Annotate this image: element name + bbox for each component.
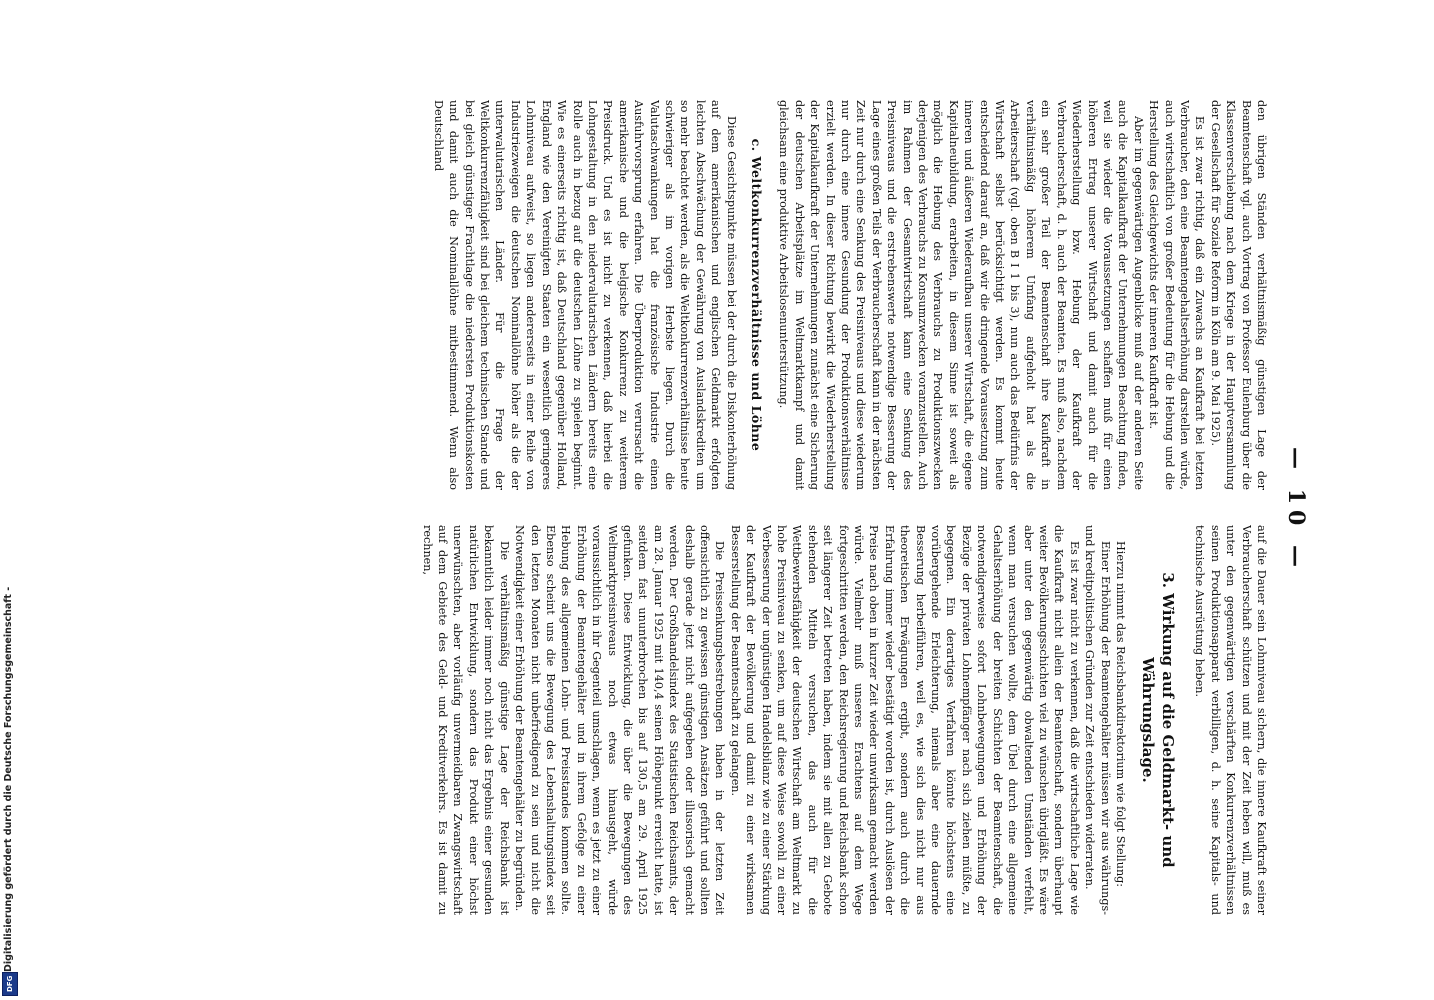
dfg-logo: DFG <box>2 972 18 996</box>
paragraph: den übrigen Ständen verhältnismäßig günstigen Lage der Beamtenschaft vgl. auch Vortrag von Professor Eulenburg über die Klassenverschiebung nach dem Kriege in der Hauptversammlung der Gesellschaft für Soziale Reform in Köln am 9. Mai 1925). <box>1208 100 1268 490</box>
page-number: — 10 — <box>1283 447 1309 573</box>
footer-credit-text: Digitalisierung gefördert durch die Deutsche Forschungsgemeinschaft - <box>3 586 14 972</box>
paragraph: Aber im gegenwärtigen Augenblicke muß auf der anderen Seite auch die Kapitalkaufkraft der Unternehmungen Beachtung finden, weil sie wieder die Voraussetzungen schaffen muß für einen höheren Ertrag unserer Wirtschaft und damit auch für die Wiederherstellung bzw. Hebung der Kaufkraft der Verbraucherschaft, d. h. auch der Beamten. Es muß also, nachdem ein sehr großer Teil der Beamtenschaft ihre Kaufkraft in verhältnismäßig höherem Umfang aufgeholt hat als die Arbeiterschaft (vgl. oben B I 1 bis 3), nun auch das Bedürfnis der Wirtschaft selbst berücksichtigt werden. Es kommt heute entscheidend darauf an, daß wir die dringende Voraussetzung zum inneren und äußeren Wiederaufbau unserer Wirtschaft, die eigene Kapitalneubildung, erarbeiten, in diesem Sinne ist soweit als möglich die Hebung des Verbrauchs zu Produktionszwecken derjenigen des Verbrauchs zu Konsumzwecken voranzustellen. Auch im Rahmen der Gesamtwirtschaft kann eine Senkung des Preisniveaus und die erstrebenswerte notwendige Besserung der Lage eines großen Teils der Verbraucherschaft kann in der nächsten Zeit nur durch eine Senkung des Preisniveaus und diese wiederum nur durch eine innere Gesundung der Produktionsverhältnisse erzielt werden. In dieser Richtung bewirkt die Wiederherstellung der Kapitalkaufkraft der Unternehmungen zunächst eine Sicherung der deutschen Arbeitsplätze im Weltmarktkampf und damit gleichsam eine produktive Arbeitslosenunterstützung. <box>777 100 1145 490</box>
document-page <box>129 100 1309 920</box>
left-column <box>139 100 1269 490</box>
paragraph: Hierzu nimmt das Reichsbankdirektorium wie folgt Stellung: <box>1113 541 1127 888</box>
paragraph: Die verhältnismäßig günstige Lage der Reichsbank ist bekanntlich leider immer noch nicht das Ergebnis einer gesunden natürlichen Entwicklung, sondern das Produkt einer höchst unerwünschten, aber vorläufig unvermeidbaren Zwangswirtschaft auf dem Gebiete des Geld- und Kreditverkehrs. Es ist damit zu rechnen, <box>420 525 511 915</box>
paragraph: Einer Erhöhung der Beamtengehälter müssen wir aus währungs- und kreditpolitischen Gründen zur Zeit entschieden widerraten. <box>1083 525 1112 915</box>
right-column <box>139 525 1269 915</box>
paragraph: Diese Gesichtspunkte müssen bei der durch die Diskonterhöhung auf dem amerikanischen und englischen Geldmarkt erfolgten leichten Abschwächung der Gewährung von Auslandskrediten um so mehr beachtet werden, als die Weltkonkurrenzverhältnisse heute schwieriger als im vorigen Herbste liegen. Durch die Valutaschwankungen hat die französische Industrie einen Ausfuhrvorsprung erfahren. Die Überproduktion verursacht die amerikanische und die belgische Konkurrenz zu weiterem Preisdruck. Und es ist nicht zu verkennen, daß hierbei die Lohngestaltung in den niedervalutarischen Ländern bereits eine Rolle auch in bezug auf die deutschen Löhne zu spielen beginnt. Wie es einerseits richtig ist, daß Deutschland gegenüber Holland, England wie den Vereinigten Staaten ein wesentlich geringeres Lohnniveau aufweist, so liegen andererseits in einer Reihe von Industriezweigen die deutschen Nominallöhne höher als die der unterwalutarischen Länder. Für die Frage der Weltkonkurrenzfähigkeit sind bei gleichem technischen Stande und bei gleich günstiger Frachtlage die niedersten Produktionskosten und damit auch die Nominallöhne mitbestimmend. Wenn also Deutschland <box>431 100 738 490</box>
paragraph: Die Preissenkungsbestrebungen haben in der letzten Zeit offensichtlich zu gewissen günstigen Ansätzen geführt und sollten deshalb gerade jetzt nicht aufgegeben oder illusorisch gemacht werden. Der Großhandelsindex des Statistischen Reichsamts, der am 28. Januar 1925 mit 140,4 seinen Höhepunkt erreicht hatte, ist seitdem fast ununterbrochen bis auf 130,5 am 29. April 1925 gefunken. Diese Entwicklung, die über die Bewegungen des Weltmarktpreisniveaus noch etwas hinausgeht, würde voraussichtlich in ihr Gegenteil umschlagen, wenn es jetzt zu einer Erhöhung der Beamtengehälter und in ihrem Gefolge zu einer Hebung des allgemeinen Lohn- und Preisstandes kommen sollte. Ebenso scheint uns die Bewegung des Lebenshaltungsindex seit den letzten Monaten nicht unbefriedigend zu sein und nicht die Notwendigkeit einer Erhöhung der Beamtengehälter zu begründen. <box>513 525 727 915</box>
paragraph: Es ist zwar richtig, daß ein Zuwachs an Kaufkraft bei letzten Verbraucher, den eine Beamtengehaltserhöhung darstellen würde, auch wirtschaftlich von großer Bedeutung für die Hebung und die Herstellung des Gleichgewichts der inneren Kaufkraft ist. <box>1147 100 1207 490</box>
section-heading: c. Weltkonkurrenzverhältnisse und Löhne <box>749 138 764 452</box>
digitization-footer <box>0 0 18 1000</box>
section-heading: 3. Wirkung auf die Geldmarkt- und Währungslage. <box>1138 572 1177 868</box>
paragraph: Es ist zwar nicht zu verkennen, daß die wirtschaftliche Lage wie die Kaufkraft nicht allein der Beamtenschaft, sondern überhaupt weiter Bevölkerungsschichten viel zu wünschen übrigläßt. Es wäre aber unter den gegenwärtig obwaltenden Umständen verfehlt, wenn man versuchen wollte, dem Übel durch eine allgemeine Gehaltserhöhung der breiten Schichten der Beamtenschaft, die notwendigerweise sofort Lohnbewegungen und Erhöhung der Bezüge der privaten Lohnempfänger nach sich ziehen müßte, zu begegnen. Ein derartiges Verfahren könnte höchstens eine vorübergehende Erleichterung, niemals aber eine dauernde Besserung herbeiführen, weil es, wie sich dies nicht nur aus theoretischen Erwägungen ergibt, sondern auch durch die Erfahrung immer wieder bestätigt worden ist, durch Auslösen der Preise nach oben in kurzer Zeit wieder unwirksam gemacht werden würde. Vielmehr muß unseres Erachtens auf dem Wege fortgeschritten werden, den Reichsregierung und Reichsbank schon seit längerer Zeit betreten haben, indem sie mit allen zu Gebote stehenden Mitteln versuchen, das auch für die Wettbewerbsfähigkeit der deutschen Wirtschaft am Weltmarkt zu hohe Preisniveau zu senken, um auf diese Weise sowohl zu einer Verbesserung der ungünstigen Handelsbilanz wie zu einer Stärkung der Kaufkraft der Bevölkerung und damit zu einer wirksamen Besserstellung der Beamtenschaft zu gelangen. <box>728 525 1081 915</box>
paragraph: auf die Dauer sein Lohnniveau sichern, die innere Kaufkraft seiner Verbraucherschaft schützen und mit der Zeit heben will, muß es unter den gegenwärtigen verschärften Konkurrenzverhältnissen seinen Produktionsapparat verbilligen, d. h. seine Kapitals- und technische Ausrüstung heben. <box>1193 525 1268 915</box>
